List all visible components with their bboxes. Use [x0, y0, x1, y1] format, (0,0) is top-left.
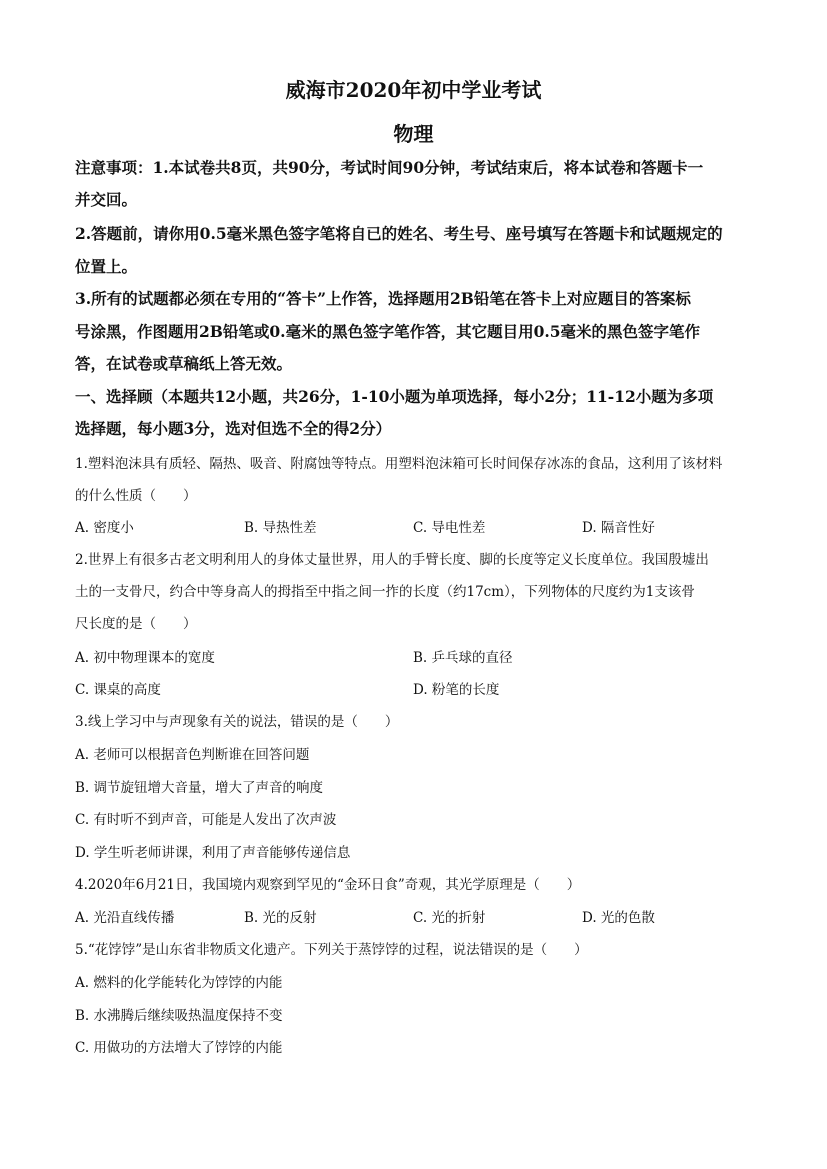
question-4-option-b: B. 光的反射: [244, 910, 317, 926]
subject-title: 物理: [393, 122, 434, 146]
exam-title: 威海市2020年初中学业考试: [285, 78, 542, 102]
question-3-option-d: D. 学生听老师讲课，利用了声音能够传递信息: [75, 845, 351, 861]
note-line: 答，在试卷或草稿纸上答无效。: [75, 354, 293, 373]
question-4-option-c: C. 光的折射: [413, 910, 486, 926]
section-heading: 选择题，每小题3分，选对但选不全的得2分）: [75, 419, 392, 438]
question-1-stem: 1.塑料泡沫具有质轻、隔热、吸音、附腐蚀等特点。用塑料泡沫箱可长时间保存冰冻的食品，这利用了该材料: [75, 456, 723, 472]
note-line: 注意事项：1.本试卷共8页，共90分，考试时间90分钟，考试结束后，将本试卷和答题卡一: [75, 158, 704, 177]
question-1-option-b: B. 导热性差: [244, 520, 317, 536]
question-3-option-b: B. 调节旋钮增大音量，增大了声音的响度: [75, 780, 324, 796]
section-heading: 一、选择顾（本题共12小题，共26分，1-10小题为单项选择，每小2分；11-12小题为多项: [75, 387, 714, 406]
question-1-option-d: D. 隔音性好: [582, 520, 655, 536]
question-5-option-c: C. 用做功的方法增大了饽饽的内能: [75, 1040, 283, 1056]
question-1-option-c: C. 导电性差: [413, 520, 486, 536]
question-2-stem: 2.世界上有很多古老文明利用人的身体丈量世界，用人的手臂长度、脚的长度等定义长度单位。我国殷墟出: [75, 552, 709, 568]
note-line: 3.所有的试题都必须在专用的“答卡”上作答，选择题用2B铅笔在答卡上对应题目的答案标: [75, 289, 691, 308]
question-3-option-a: A. 老师可以根据音色判断谁在回答问题: [75, 747, 310, 763]
question-2-stem: 土的一支骨尺，约合中等身高人的拇指至中指之间一拃的长度（约17cm），下列物体的尺度约为1支该骨: [75, 584, 695, 600]
question-1-stem: 的什么性质（ ）: [75, 488, 197, 504]
question-1-option-a: A. 密度小: [75, 520, 134, 536]
question-5-option-a: A. 燃料的化学能转化为饽饽的内能: [75, 975, 283, 991]
question-4-stem: 4.2020年6月21日，我国境内观察到罕见的“金环日食”奇观，其光学原理是（ ）: [75, 877, 581, 893]
note-line: 位置上。: [75, 257, 138, 276]
note-line: 并交回。: [75, 190, 138, 209]
question-5-stem: 5.“花饽饽”是山东省非物质文化遗产。下列关于蒸饽饽的过程，说法错误的是（ ）: [75, 942, 588, 958]
question-3-stem: 3.线上学习中与声现象有关的说法，错误的是（ ）: [75, 714, 399, 730]
question-2-option-c: C. 课桌的高度: [75, 682, 161, 698]
note-line: 号涂黑，作图题用2B铅笔或0.毫米的黑色签字笔作答，其它题目用0.5毫米的黑色签字笔作: [75, 322, 701, 341]
question-2-option-a: A. 初中物理课本的宽度: [75, 650, 215, 666]
question-4-option-a: A. 光沿直线传播: [75, 910, 175, 926]
question-2-option-d: D. 粉笔的长度: [413, 682, 500, 698]
question-4-option-d: D. 光的色散: [582, 910, 655, 926]
question-2-option-b: B. 乒乓球的直径: [413, 650, 513, 666]
question-2-stem: 尺长度的是（ ）: [75, 616, 197, 632]
question-3-option-c: C. 有时听不到声音，可能是人发出了次声波: [75, 812, 337, 828]
note-line: 2.答题前，请你用0.5毫米黑色签字笔将自已的姓名、考生号、座号填写在答题卡和试题规定的: [75, 224, 723, 243]
question-5-option-b: B. 水沸腾后继续吸热温度保持不变: [75, 1008, 283, 1024]
